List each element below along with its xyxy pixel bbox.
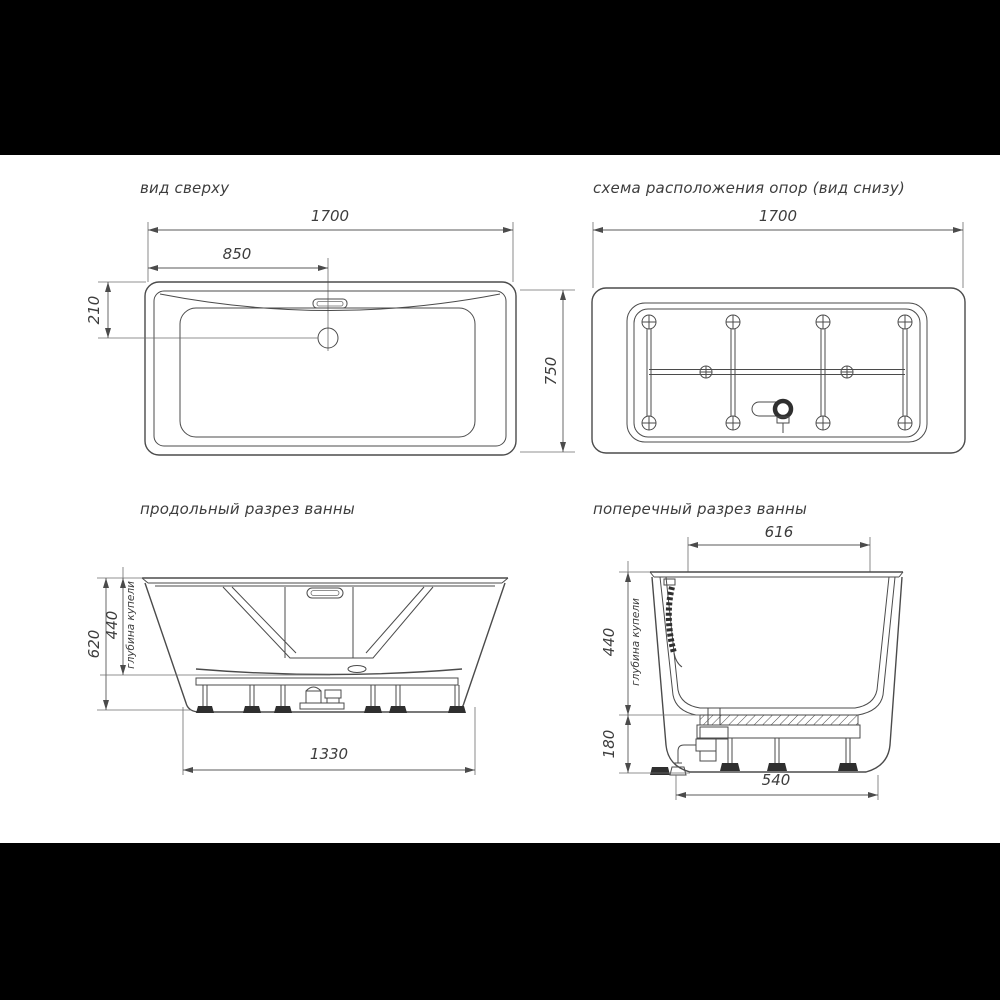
dim-180-cross bbox=[619, 715, 690, 773]
drain-trap-supports-view bbox=[752, 401, 791, 433]
dim-1330-longitudinal bbox=[183, 707, 475, 775]
cross-section-title: поперечный разрез ванны bbox=[593, 500, 808, 518]
dim-label-620: 620 bbox=[85, 629, 103, 659]
dim-210-top-view bbox=[98, 282, 318, 338]
top-view-drawing bbox=[98, 222, 575, 455]
support-frame-longitudinal bbox=[196, 678, 466, 713]
dim-label-210: 210 bbox=[85, 295, 103, 325]
tub-shell-cross bbox=[650, 572, 903, 772]
overflow-slot-top-view bbox=[313, 299, 347, 308]
dim-1700-top-view bbox=[148, 222, 513, 282]
dim-label-616: 616 bbox=[764, 523, 794, 541]
longitudinal-section-title: продольный разрез ванны bbox=[140, 500, 355, 518]
dim-label-440-longitudinal: 440 bbox=[103, 610, 121, 640]
dim-label-850: 850 bbox=[222, 245, 252, 263]
siphon-longitudinal bbox=[300, 687, 344, 709]
tub-interior-longitudinal bbox=[196, 587, 462, 675]
dim-616-cross bbox=[688, 537, 870, 572]
longitudinal-section-drawing bbox=[97, 567, 508, 775]
dim-label-440-cross: 440 bbox=[600, 627, 618, 657]
top-view-title: вид сверху bbox=[140, 179, 230, 197]
dim-label-1700-supports-view: 1700 bbox=[758, 207, 798, 225]
supports-view-drawing bbox=[592, 222, 965, 453]
dim-850-top-view bbox=[148, 258, 328, 351]
drawing-canvas bbox=[0, 155, 1000, 843]
dim-label-540: 540 bbox=[761, 771, 791, 789]
dim-620-longitudinal bbox=[97, 578, 192, 710]
dim-label-1330: 1330 bbox=[309, 745, 349, 763]
overflow-hose-cross bbox=[664, 579, 682, 667]
dim-label-180: 180 bbox=[600, 729, 618, 759]
basin-depth-caption-cross: глубина купели bbox=[630, 598, 642, 686]
dim-1700-supports-view bbox=[593, 222, 963, 288]
basin-depth-caption-longitudinal: глубина купели bbox=[125, 581, 137, 669]
supports-view-title: схема расположения опор (вид снизу) bbox=[593, 179, 905, 197]
dim-label-750: 750 bbox=[542, 356, 560, 386]
cross-section-drawing bbox=[619, 537, 903, 800]
dim-label-1700-top-view: 1700 bbox=[310, 207, 350, 225]
technical-drawing-svg bbox=[0, 155, 1000, 843]
